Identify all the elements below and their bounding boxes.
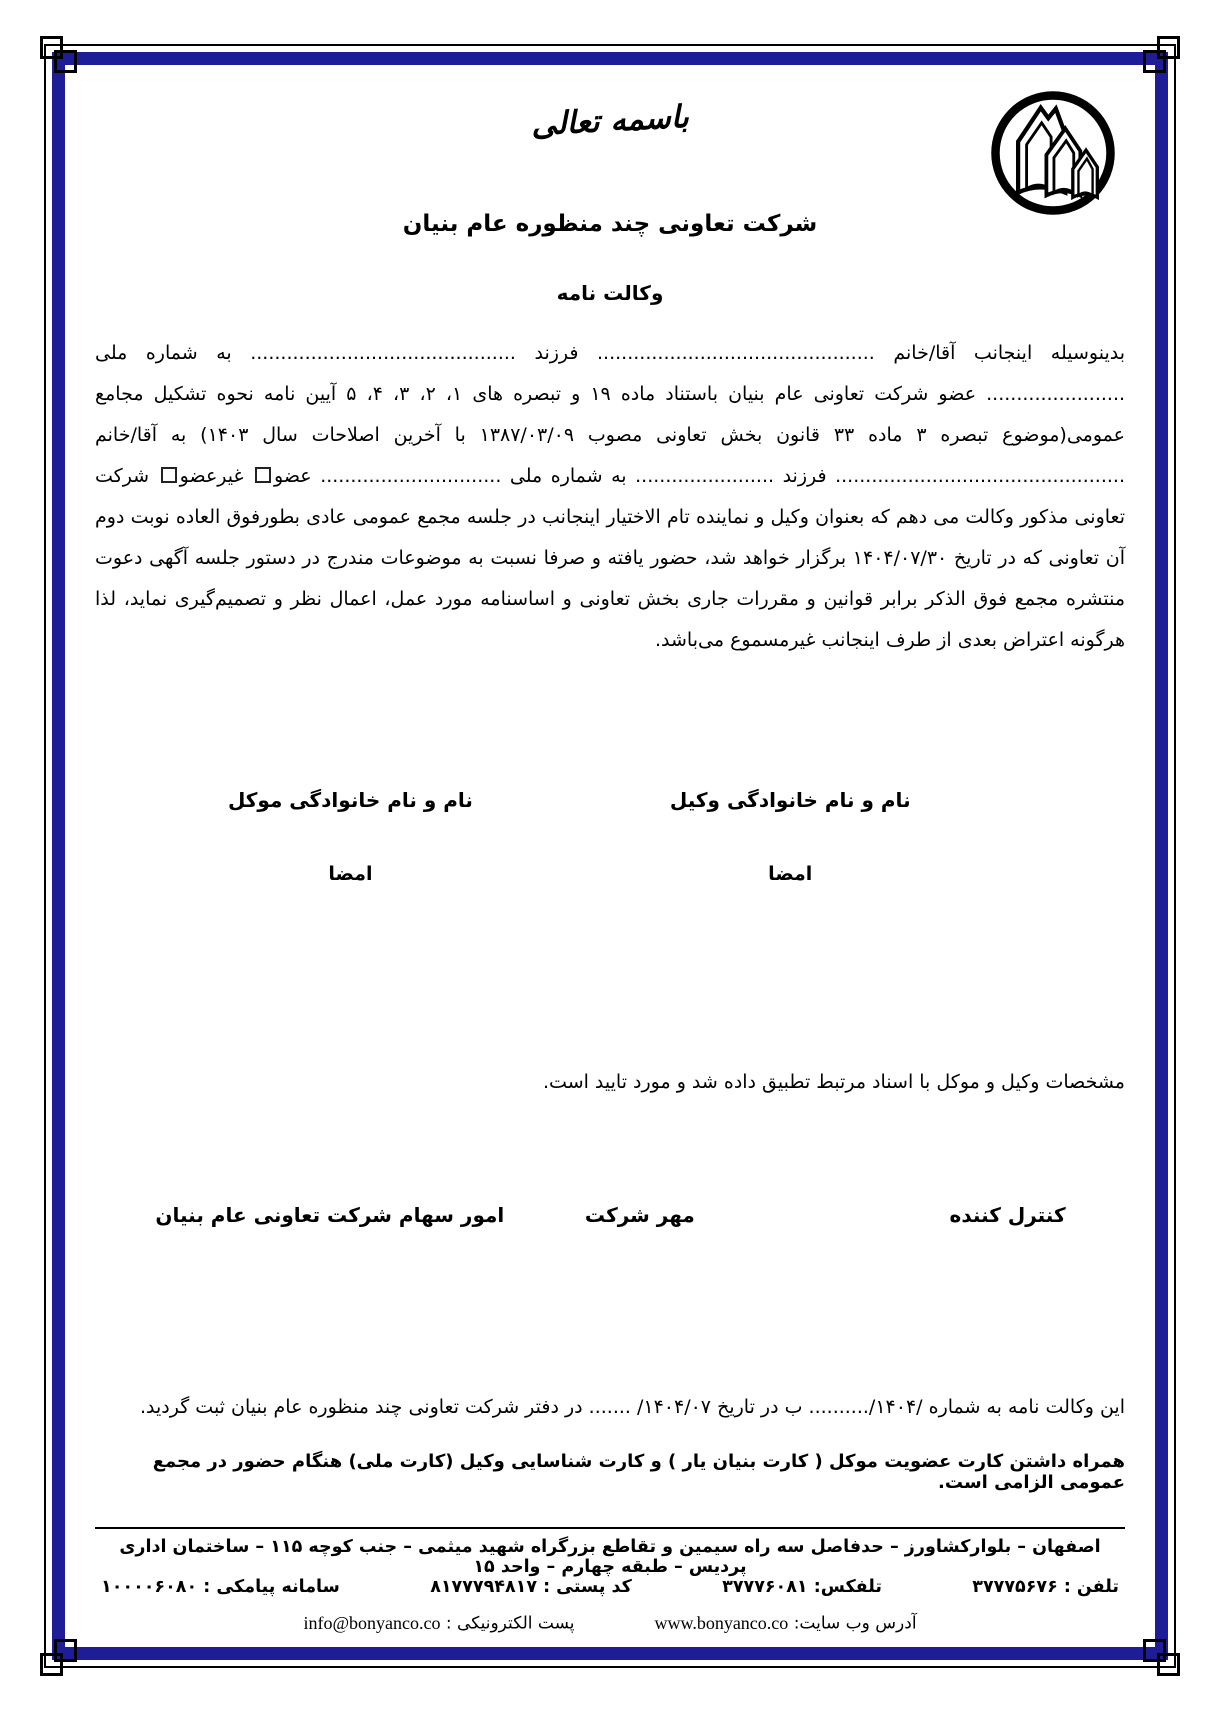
registration-date-field: ....... /۱۴۰۴/۰۷ xyxy=(588,1396,712,1418)
corner-ornament xyxy=(1143,50,1166,73)
email-label: پست الکترونیکی : xyxy=(445,1613,575,1634)
fax-value: ۳۷۷۷۶۰۸۱ xyxy=(722,1577,808,1597)
principal-signature-label: امضا xyxy=(328,863,373,885)
shares-affairs-label: امور سهام شرکت تعاونی عام بنیان xyxy=(155,1203,505,1227)
document-content xyxy=(95,85,1125,1645)
agreement-paragraph xyxy=(95,333,1125,661)
sms-system-value: ۱۰۰۰۰۶۰۸۰ xyxy=(101,1577,198,1597)
corner-ornament xyxy=(54,1639,77,1662)
email-item xyxy=(303,1613,574,1634)
footer-address: اصفهان – بلوارکشاورز – حدفاصل سه راه سیمین و تقاطع بزرگراه شهید میثمی – جنب کوچه ۱۱۵ – ساختمان اداری پردیس – طبقه چهارم – واحد ۱۵ xyxy=(119,1537,1101,1577)
phone-value: ۳۷۷۷۵۶۷۶ xyxy=(972,1577,1058,1597)
registration-number-field: ........../۱۴۰۴/ xyxy=(808,1396,923,1418)
attorney-name-label: نام و نام خانوادگی وکیل xyxy=(669,788,911,812)
email-address[interactable]: info@bonyanco.co xyxy=(303,1613,441,1633)
footer-contact-row xyxy=(95,1577,1125,1597)
fax-item xyxy=(722,1577,882,1597)
attendance-notice: همراه داشتن کارت عضویت موکل ( کارت بنیان یار ) و کارت شناسایی وکیل (کارت ملی) هنگام حضور در مجمع عمومی الزامی است. xyxy=(152,1451,1125,1493)
corner-ornament xyxy=(54,50,77,73)
phone-item xyxy=(972,1577,1119,1597)
sms-system-label: سامانه پیامکی : xyxy=(203,1577,340,1597)
footer-web-row xyxy=(95,1613,1125,1634)
principal-name-label: نام و نام خانوادگی موکل xyxy=(227,788,473,812)
registration-text-3: در دفتر شرکت تعاونی چند منظوره عام بنیان ثبت گردید. xyxy=(139,1396,583,1418)
postal-code-value: ۸۱۷۷۷۹۴۸۱۷ xyxy=(430,1577,537,1597)
basmala-calligraphy: باسمه تعالی xyxy=(530,98,690,144)
phone-label: تلفن : xyxy=(1063,1577,1119,1597)
corner-ornament xyxy=(1143,1639,1166,1662)
sms-system-item xyxy=(101,1577,340,1597)
nonmember-label: غیرعضو xyxy=(179,465,244,487)
company-title: شرکت تعاونی چند منظوره عام بنیان xyxy=(402,211,818,237)
website-item xyxy=(654,1613,916,1634)
footer-divider xyxy=(95,1527,1125,1529)
registration-text-1: این وکالت نامه به شماره xyxy=(928,1396,1125,1418)
agreement-text-part1: بدینوسیله اینجانب آقا/خانم .............................................. فرزند ............................................ به شماره ملی ....................... عضو شرکت تعاونی عام بنیان باستناد ماده ۱۹ و تبصره های ۱، ۲، ۳، ۴، ۵ آیین نامه نحوه تشکیل مجامع عمومی(موضوع تبصره ۳ ماده ۳۳ قانون بخش تعاونی مصوب ۱۳۸۷/۰۳/۰۹ با آخرین اصلاحات سال ۱۴۰۳) به آقا/خانم ................................................ فرزند ....................... به شماره ملی .............................. xyxy=(95,342,1126,487)
member-label: عضو xyxy=(274,465,312,487)
registration-text-2: ب در تاریخ xyxy=(717,1396,803,1418)
registration-line xyxy=(95,1396,1125,1418)
website-label: آدرس وب سایت: xyxy=(793,1613,917,1634)
postal-code-label: کد پستی : xyxy=(543,1577,632,1597)
postal-code-item xyxy=(430,1577,632,1597)
member-checkbox[interactable] xyxy=(255,467,271,483)
fax-label: تلفکس: xyxy=(813,1577,882,1597)
attorney-signature-label: امضا xyxy=(768,863,813,885)
nonmember-checkbox[interactable] xyxy=(161,467,177,483)
controller-label: کنترل کننده xyxy=(949,1203,1066,1227)
verification-note: مشخصات وکیل و موکل با اسناد مرتبط تطبیق داده شد و مورد تایید است. xyxy=(543,1071,1125,1093)
company-seal-label: مهر شرکت xyxy=(584,1203,695,1227)
website-url[interactable]: www.bonyanco.co xyxy=(654,1613,789,1633)
agreement-text-part2: شرکت تعاونی مذکور وکالت می دهم که بعنوان وکیل و نماینده تام الاختیار اینجانب در جلسه مجمع عمومی عادی بطورفوق العاده نوبت دوم آن تعاونی که در تاریخ ۱۴۰۴/۰۷/۳۰ برگزار خواهد شد، حضور یافته و صرفا نسبت به موضوعات مندرج در دستور جلسه آگهی دعوت منتشره مجمع فوق الذکر برابر قوانین و مقررات جاری بخش تعاونی و اساسنامه مورد عمل، اعمال نظر و تصمیم‌گیری نماید، لذا هرگونه اعتراض بعدی از طرف اینجانب غیرمسموع می‌باشد. xyxy=(95,465,1125,651)
document-title: وکالت نامه xyxy=(556,281,664,305)
